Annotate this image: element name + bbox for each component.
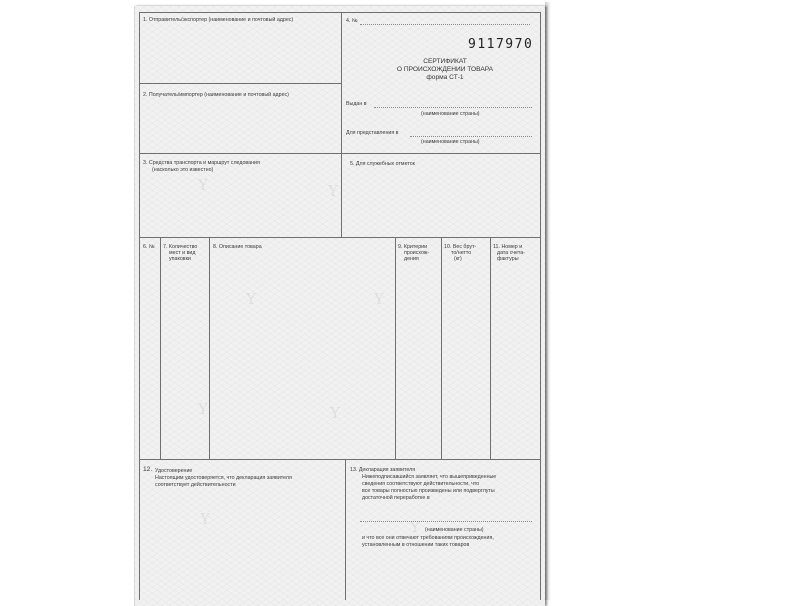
field-9-label: 9. Критерии	[398, 244, 428, 250]
field-13-text-line3: все товары полностью произведены или подверглуты	[362, 488, 495, 494]
watermark-emblem: Y	[246, 290, 256, 308]
paper-edge-shadow	[545, 2, 551, 600]
for-presentation-label: Для представления в	[346, 130, 399, 136]
divider-items-bottom	[139, 459, 540, 460]
field-9-label-line2: происхож-	[404, 250, 430, 256]
watermark-emblem: Y	[410, 518, 420, 536]
divider-12-13	[345, 459, 346, 600]
field-2-label: 2. Получатель/импортер (наименование и почтовый адрес)	[143, 92, 289, 98]
field-12-text-line1: Настоящим удостоверяется, что декларация заявителя	[155, 475, 292, 481]
country-hint-2: (наименование страны)	[421, 139, 480, 145]
col-10-11	[490, 237, 491, 459]
field-10-label: 10. Вес брут-	[444, 244, 477, 250]
field-13-text-line5: и что все они отвечают требованиям происхождения,	[362, 535, 494, 541]
field-3-sublabel: (насколько это известно)	[152, 167, 214, 173]
field-8-label: 8. Описание товара	[213, 244, 262, 250]
col-6-7	[160, 237, 161, 459]
divider-2-3	[139, 153, 540, 154]
issued-in-dotted-line	[374, 107, 532, 108]
certificate-subtitle: О ПРОИСХОЖДЕНИИ ТОВАРА	[396, 66, 494, 73]
field-11-label-line2: дата счета-	[497, 250, 525, 256]
watermark-emblem: Y	[200, 510, 210, 528]
field-13-title: 13. Декларация заявителя	[350, 467, 416, 473]
field-7-label: 7. Количество	[163, 244, 198, 250]
field-11-label-line3: фактуры	[497, 256, 519, 262]
field-1-label: 1. Отправитель/экспортер (наименование и почтовый адрес)	[143, 17, 294, 23]
country-hint-3: (наименование страны)	[425, 527, 484, 533]
watermark-emblem: Y	[374, 290, 384, 308]
country-hint-1: (наименование страны)	[421, 111, 480, 117]
certificate-title: СЕРТИФИКАТ	[423, 58, 467, 65]
field-5-label: 5. Для служебных отметок	[350, 161, 415, 167]
watermark-emblem: Y	[330, 404, 340, 422]
field-11-label: 11. Номер и	[493, 244, 523, 250]
col-8-9	[395, 237, 396, 459]
certificate-number: 9117970	[468, 37, 534, 52]
field-13-text-line1: Нижеподписавшийся заявляет, что вышеприведенные	[362, 474, 497, 480]
field-13-text-line2: сведения соответствуют действительности, что	[362, 481, 480, 487]
issued-in-label: Выдан в	[346, 101, 367, 107]
watermark-emblem: Y	[198, 176, 208, 194]
field-7-label-line2: мест и вид	[169, 250, 196, 256]
field-12-number: 12.	[143, 466, 153, 473]
col-9-10	[441, 237, 442, 459]
field-4-label: 4. №	[346, 18, 358, 24]
field-12-text-line2: соответствует действительности	[155, 482, 236, 488]
table-outer-top	[139, 12, 540, 13]
divider-3-items	[139, 237, 540, 238]
field-13-dotted-line	[360, 521, 532, 522]
watermark-emblem: Y	[198, 400, 208, 418]
col-7-8	[209, 237, 210, 459]
certificate-form: форма СТ-1	[426, 74, 464, 81]
for-presentation-dotted-line	[410, 136, 532, 137]
field-3-label: 3. Средства транспорта и маршрут следования	[143, 160, 260, 166]
table-outer-left	[139, 12, 140, 600]
field-9-label-line3: дения	[404, 256, 419, 262]
field-10-label-line2: то/нетто	[451, 250, 472, 256]
divider-top-center	[341, 12, 342, 237]
table-outer-right	[540, 12, 541, 600]
watermark-emblem: Y	[328, 182, 338, 200]
field-12-title: Удостоверение	[155, 468, 193, 474]
field-7-label-line3: упаковки	[169, 256, 191, 262]
field-13-text-line6: установленным в отношении таких товаров	[362, 542, 470, 548]
field-10-label-line3: (кг)	[454, 256, 462, 262]
field-6-label: 6. №	[143, 244, 155, 250]
field-4-dotted-line	[360, 24, 530, 25]
divider-1-2	[139, 83, 341, 84]
field-13-text-line4: достаточной переработке в	[362, 495, 430, 501]
